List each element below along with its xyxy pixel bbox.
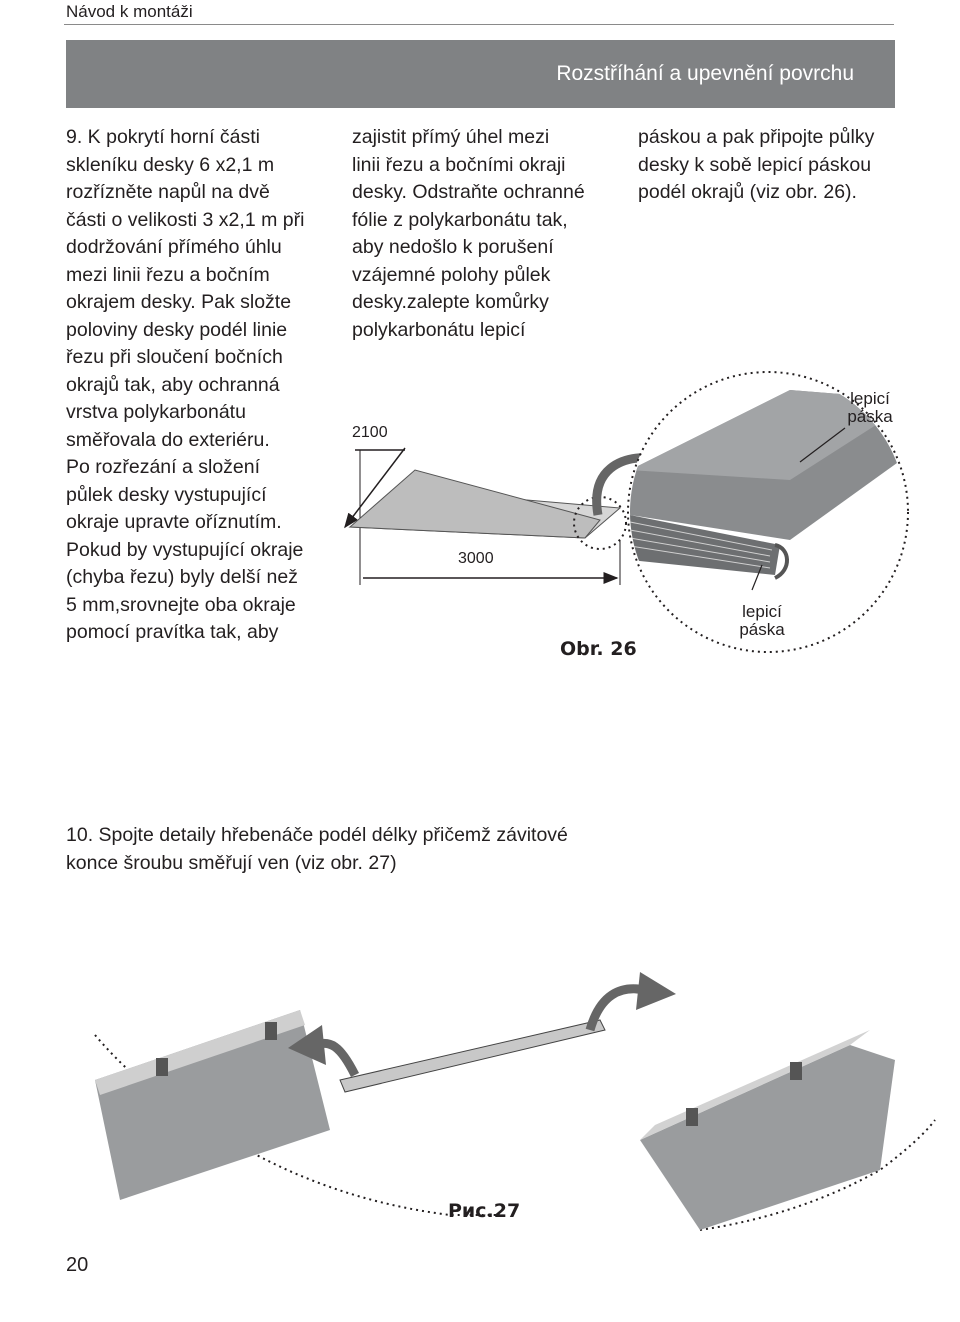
dimension-label-3000: 3000 xyxy=(458,550,494,567)
folded-sheet xyxy=(350,470,620,538)
callout-tape-bottom: lepicí páska xyxy=(739,602,785,639)
page-number: 20 xyxy=(66,1254,89,1276)
step9-column-2: zajistit přímý úhel mezi linii řezu a bočními okraji desky. Odstraňte ochranné fólie z polykarbonátu tak, aby nedošlo k porušení vzájemné polohy půlek desky.zalepte komůrky polykarbonátu lepicí xyxy=(352,126,585,341)
step9-column-3: páskou a pak připojte půlky desky k sobě lepicí páskou podél okrajů (viz obr. 26). xyxy=(638,126,875,203)
dimension-label-2100: 2100 xyxy=(352,424,388,441)
callout-tape-top: lepicí páska xyxy=(847,389,893,426)
section-title: Rozstříhání a upevnění povrchu xyxy=(556,62,854,85)
figure-27-illustration xyxy=(95,972,935,1230)
step9-column-1: 9. K pokrytí horní části skleníku desky 6 x2,1 m rozřízněte napůl na dvě části o velikosti 3 x2,1 m při dodržování přímého úhlu mezi linii řezu a bočním okrajem desky. Pak složte poloviny desky podél linie řezu při sloučení bočních okrajů tak, aby ochranná vrstva polykarbonátu směřovala do exteriéru. Po rozřezání a složení půlek desky vystupující okraje upravte oříznutím. Pokud by vystupující okraje (chyba řezu) byly delší než 5 mm,srovnejte oba okraje pomocí pravítka tak, aby xyxy=(66,126,305,643)
running-title: Návod k montáži xyxy=(66,2,193,21)
step10-text: 10. Spojte detaily hřebenáče podél délky přičemž závitové konce šroubu směřují ven (viz obr. 27) xyxy=(66,824,568,874)
figure-27-label: Рис.27 xyxy=(448,1200,521,1222)
figure-26-label: Obr. 26 xyxy=(560,638,637,660)
